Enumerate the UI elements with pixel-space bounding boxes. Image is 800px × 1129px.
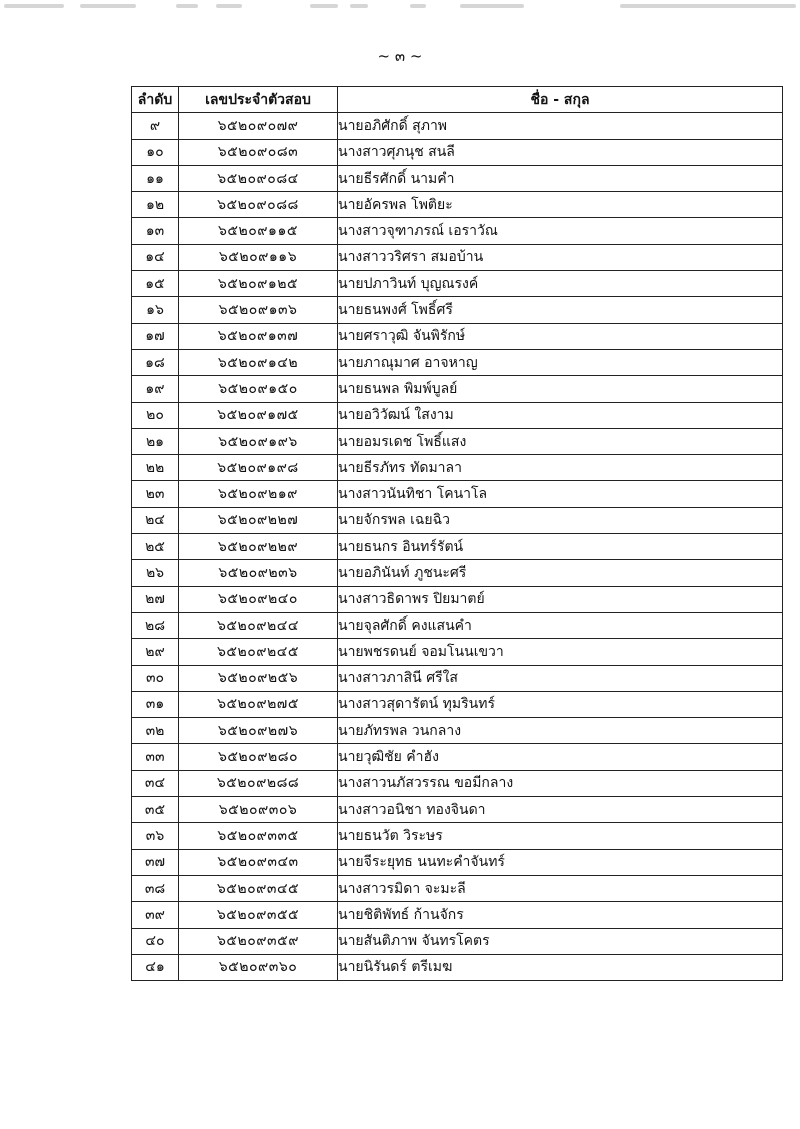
exam-id-cell: ๖๕๒๐๙๓๕๕	[179, 902, 338, 928]
exam-id-cell: ๖๕๒๐๙๑๙๘	[179, 455, 338, 481]
table-row	[132, 323, 783, 349]
table-row	[132, 928, 783, 954]
exam-id-cell: ๖๕๒๐๙๑๑๖	[179, 244, 338, 270]
sequence-cell: ๒๖	[132, 560, 179, 586]
full-name-cell: นายอัครพล โพติยะ	[338, 192, 783, 218]
table-row	[132, 770, 783, 796]
table-row	[132, 139, 783, 165]
table-row	[132, 902, 783, 928]
table-row	[132, 192, 783, 218]
full-name-cell: นายอวิวัฒน์ ใสงาม	[338, 402, 783, 428]
table-row	[132, 639, 783, 665]
exam-id-cell: ๖๕๒๐๙๒๑๙	[179, 481, 338, 507]
exam-id-cell: ๖๕๒๐๙๒๒๙	[179, 534, 338, 560]
sequence-cell: ๒๗	[132, 586, 179, 612]
exam-id-cell: ๖๕๒๐๙๐๘๘	[179, 192, 338, 218]
table-row	[132, 534, 783, 560]
table-row	[132, 691, 783, 717]
sequence-cell: ๓๒	[132, 718, 179, 744]
table-row	[132, 113, 783, 139]
exam-id-cell: ๖๕๒๐๙๑๓๗	[179, 323, 338, 349]
full-name-cell: นางสาวภาสินี ศรีใส	[338, 665, 783, 691]
full-name-cell: นายพชรดนย์ จอมโนนเขวา	[338, 639, 783, 665]
sequence-cell: ๔๐	[132, 928, 179, 954]
header-full-name: ชื่อ - สกุล	[338, 87, 783, 113]
table-row	[132, 875, 783, 901]
table-row	[132, 823, 783, 849]
full-name-cell: นายสันติภาพ จันทรโคตร	[338, 928, 783, 954]
sequence-cell: ๑๔	[132, 244, 179, 270]
exam-id-cell: ๖๕๒๐๙๒๗๕	[179, 691, 338, 717]
exam-id-cell: ๖๕๒๐๙๓๓๕	[179, 823, 338, 849]
table-row	[132, 560, 783, 586]
sequence-cell: ๒๒	[132, 455, 179, 481]
sequence-cell: ๒๓	[132, 481, 179, 507]
table-row	[132, 954, 783, 980]
table-body	[132, 113, 783, 981]
table-row	[132, 271, 783, 297]
sequence-cell: ๓๕	[132, 797, 179, 823]
exam-id-cell: ๖๕๒๐๙๒๔๐	[179, 586, 338, 612]
full-name-cell: นายอภิศักดิ์ สุภาพ	[338, 113, 783, 139]
full-name-cell: นายธีรภัทร ทัดมาลา	[338, 455, 783, 481]
full-name-cell: นายจักรพล เฉยฉิว	[338, 507, 783, 533]
exam-id-cell: ๖๕๒๐๙๓๔๕	[179, 875, 338, 901]
exam-id-cell: ๖๕๒๐๙๒๘๐	[179, 744, 338, 770]
sequence-cell: ๑๐	[132, 139, 179, 165]
exam-id-cell: ๖๕๒๐๙๒๕๖	[179, 665, 338, 691]
table-row	[132, 165, 783, 191]
sequence-cell: ๒๕	[132, 534, 179, 560]
table-row	[132, 797, 783, 823]
sequence-cell: ๙	[132, 113, 179, 139]
sequence-cell: ๒๐	[132, 402, 179, 428]
sequence-cell: ๑๖	[132, 297, 179, 323]
sequence-cell: ๑๒	[132, 192, 179, 218]
sequence-cell: ๓๑	[132, 691, 179, 717]
sequence-cell: ๓๖	[132, 823, 179, 849]
exam-id-cell: ๖๕๒๐๙๑๗๕	[179, 402, 338, 428]
page-number: ~ ๓ ~	[377, 47, 423, 65]
sequence-cell: ๒๙	[132, 639, 179, 665]
sequence-cell: ๑๗	[132, 323, 179, 349]
exam-id-cell: ๖๕๒๐๙๒๔๕	[179, 639, 338, 665]
exam-id-cell: ๖๕๒๐๙๑๓๖	[179, 297, 338, 323]
full-name-cell: นางสาวอนิชา ทองจินดา	[338, 797, 783, 823]
sequence-cell: ๒๑	[132, 428, 179, 454]
full-name-cell: นายภัทรพล วนกลาง	[338, 718, 783, 744]
scan-header-strip	[0, 0, 800, 14]
sequence-cell: ๑๕	[132, 271, 179, 297]
table-row	[132, 718, 783, 744]
table-row	[132, 349, 783, 375]
sequence-cell: ๑๓	[132, 218, 179, 244]
full-name-cell: นายธนพงศ์ โพธิ์ศรี	[338, 297, 783, 323]
table-row	[132, 481, 783, 507]
table-row	[132, 507, 783, 533]
sequence-cell: ๓๓	[132, 744, 179, 770]
applicant-table	[131, 86, 783, 981]
full-name-cell: นางสาวธิดาพร ปิยมาตย์	[338, 586, 783, 612]
header-sequence: ลำดับ	[132, 87, 179, 113]
full-name-cell: นายจุลศักดิ์ คงแสนคำ	[338, 612, 783, 638]
exam-id-cell: ๖๕๒๐๙๐๗๙	[179, 113, 338, 139]
exam-id-cell: ๖๕๒๐๙๒๔๔	[179, 612, 338, 638]
full-name-cell: นางสาวนันทิชา โคนาโล	[338, 481, 783, 507]
full-name-cell: นายอภินันท์ ภูชนะศรี	[338, 560, 783, 586]
table-row	[132, 428, 783, 454]
table-row	[132, 586, 783, 612]
full-name-cell: นายธนวัต วิระษร	[338, 823, 783, 849]
table-header-row	[132, 87, 783, 113]
sequence-cell: ๒๘	[132, 612, 179, 638]
sequence-cell: ๔๑	[132, 954, 179, 980]
table-row	[132, 244, 783, 270]
sequence-cell: ๑๙	[132, 376, 179, 402]
table-row	[132, 665, 783, 691]
exam-id-cell: ๖๕๒๐๙๒๘๘	[179, 770, 338, 796]
full-name-cell: นายธีรศักดิ์ นามคำ	[338, 165, 783, 191]
full-name-cell: นางสาวจุฑาภรณ์ เอราวัณ	[338, 218, 783, 244]
full-name-cell: นายชิติพัทธ์ ก้านจักร	[338, 902, 783, 928]
table-row	[132, 455, 783, 481]
exam-id-cell: ๖๕๒๐๙๒๓๖	[179, 560, 338, 586]
exam-id-cell: ๖๕๒๐๙๓๔๓	[179, 849, 338, 875]
table-row	[132, 297, 783, 323]
exam-id-cell: ๖๕๒๐๙๐๘๔	[179, 165, 338, 191]
full-name-cell: นายศราวุฒิ จันพิรักษ์	[338, 323, 783, 349]
full-name-cell: นางสาวนภัสวรรณ ขอมีกลาง	[338, 770, 783, 796]
exam-id-cell: ๖๕๒๐๙๒๒๗	[179, 507, 338, 533]
full-name-cell: นายอมรเดช โพธิ์แสง	[338, 428, 783, 454]
sequence-cell: ๓๔	[132, 770, 179, 796]
sequence-cell: ๓๙	[132, 902, 179, 928]
sequence-cell: ๑๘	[132, 349, 179, 375]
sequence-cell: ๓๐	[132, 665, 179, 691]
full-name-cell: นายธนพล พิมพ์บูลย์	[338, 376, 783, 402]
full-name-cell: นายภาณุมาศ อาจหาญ	[338, 349, 783, 375]
exam-id-cell: ๖๕๒๐๙๑๔๒	[179, 349, 338, 375]
table-row	[132, 612, 783, 638]
table-row	[132, 849, 783, 875]
full-name-cell: นายนิรันดร์ ตรีเมฆ	[338, 954, 783, 980]
exam-id-cell: ๖๕๒๐๙๓๖๐	[179, 954, 338, 980]
exam-id-cell: ๖๕๒๐๙๐๘๓	[179, 139, 338, 165]
exam-id-cell: ๖๕๒๐๙๒๗๖	[179, 718, 338, 744]
full-name-cell: นายปภาวินท์ บุญณรงค์	[338, 271, 783, 297]
full-name-cell: นางสาวสุดารัตน์ ทุมรินทร์	[338, 691, 783, 717]
full-name-cell: นางสาวศุภนุช สนลี	[338, 139, 783, 165]
full-name-cell: นายธนกร อินทร์รัตน์	[338, 534, 783, 560]
table-row	[132, 402, 783, 428]
exam-id-cell: ๖๕๒๐๙๓๕๙	[179, 928, 338, 954]
sequence-cell: ๒๔	[132, 507, 179, 533]
full-name-cell: นายจีระยุทธ นนทะคำจันทร์	[338, 849, 783, 875]
exam-id-cell: ๖๕๒๐๙๑๙๖	[179, 428, 338, 454]
table-row	[132, 218, 783, 244]
full-name-cell: นางสาววริศรา สมอบ้าน	[338, 244, 783, 270]
exam-id-cell: ๖๕๒๐๙๓๐๖	[179, 797, 338, 823]
exam-id-cell: ๖๕๒๐๙๑๑๕	[179, 218, 338, 244]
exam-id-cell: ๖๕๒๐๙๑๒๕	[179, 271, 338, 297]
table-row	[132, 744, 783, 770]
sequence-cell: ๓๘	[132, 875, 179, 901]
sequence-cell: ๓๗	[132, 849, 179, 875]
full-name-cell: นายวุฒิชัย คำฮัง	[338, 744, 783, 770]
full-name-cell: นางสาวรมิดา จะมะลี	[338, 875, 783, 901]
sequence-cell: ๑๑	[132, 165, 179, 191]
table-row	[132, 376, 783, 402]
exam-id-cell: ๖๕๒๐๙๑๕๐	[179, 376, 338, 402]
header-exam-id: เลขประจำตัวสอบ	[179, 87, 338, 113]
